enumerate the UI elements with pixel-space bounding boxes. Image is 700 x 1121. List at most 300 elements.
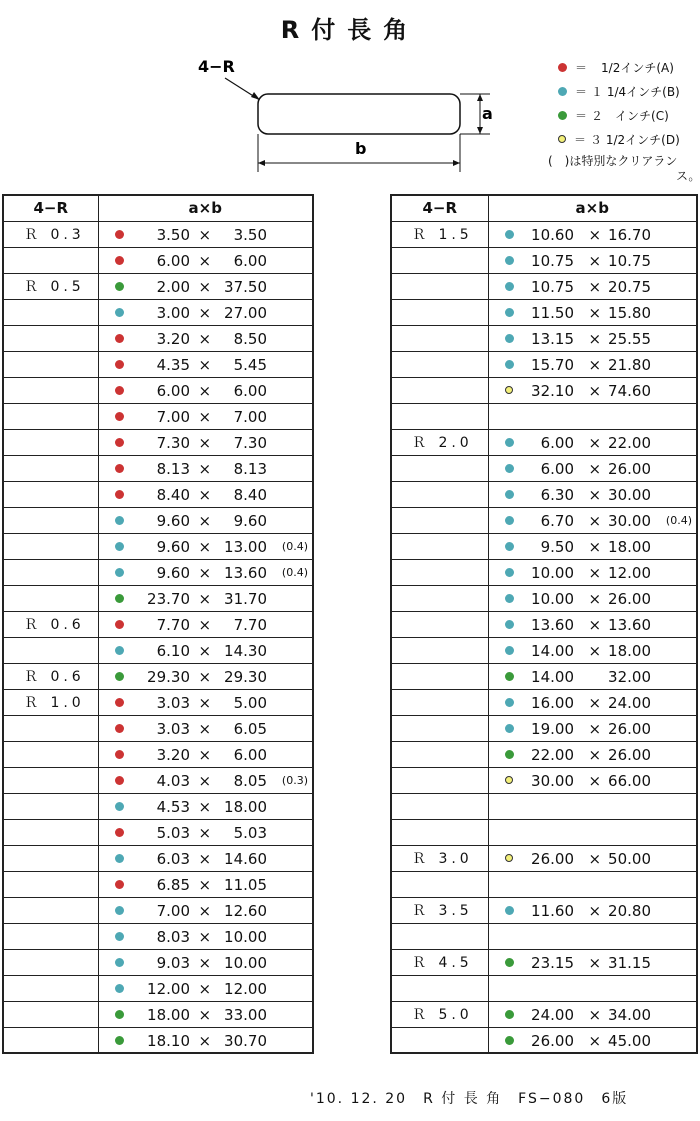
dimension-b: 7.00: [233, 407, 267, 426]
times-sign: ×: [198, 459, 212, 478]
dimension-a: 6.03: [156, 849, 190, 868]
radius-cell: [391, 481, 488, 507]
red-dot-icon: [115, 438, 124, 447]
times-sign: ×: [588, 615, 602, 634]
dimension-b: 22.00: [608, 433, 651, 452]
times-sign: ×: [588, 303, 602, 322]
dimension-a: 26.00: [531, 849, 574, 868]
dimension-b: 5.03: [233, 823, 267, 842]
dimension-cell: [98, 481, 313, 507]
radius-cell: [3, 975, 98, 1001]
header-dimensions: a×b: [98, 195, 313, 221]
teal-dot-icon: [505, 464, 514, 473]
teal-dot-icon: [505, 698, 514, 707]
dimension-b: 37.50: [224, 277, 267, 296]
dimension-cell: [488, 611, 697, 637]
table-row: [3, 663, 313, 689]
radius-cell: [3, 351, 98, 377]
dimension-a: 8.40: [156, 485, 190, 504]
radius-cell: [391, 325, 488, 351]
dimension-b: 6.00: [233, 745, 267, 764]
dimension-cell: [98, 273, 313, 299]
teal-dot-icon: [505, 620, 514, 629]
dimension-cell: [488, 923, 697, 949]
radius-cell: Ｒ 0.6: [3, 611, 98, 637]
dimension-b: 16.70: [608, 225, 651, 244]
times-sign: ×: [588, 1031, 602, 1050]
times-sign: ×: [588, 485, 602, 504]
table-row: [3, 637, 313, 663]
radius-cell: [391, 767, 488, 793]
times-sign: ×: [198, 355, 212, 374]
a-arrow-down: [477, 127, 483, 134]
table-row: [391, 429, 697, 455]
dimension-b: 32.00: [608, 667, 651, 686]
green-dot-icon: [558, 111, 567, 120]
red-dot-icon: [115, 412, 124, 421]
dimension-cell: [98, 247, 313, 273]
times-sign: ×: [198, 537, 212, 556]
table-row: [3, 845, 313, 871]
dimension-cell: [98, 923, 313, 949]
dimension-cell: [488, 299, 697, 325]
dimension-a: 8.13: [156, 459, 190, 478]
radius-cell: Ｒ 0.6: [3, 663, 98, 689]
radius-cell: [391, 403, 488, 429]
dimension-cell: [488, 897, 697, 923]
red-dot-icon: [115, 724, 124, 733]
b-arrow-left: [258, 160, 265, 166]
dimension-cell: [488, 975, 697, 1001]
dimension-a: 23.15: [531, 953, 574, 972]
times-sign: ×: [588, 277, 602, 296]
dimension-cell: [488, 351, 697, 377]
radius-cell: Ｒ 0.5: [3, 273, 98, 299]
table-row: [3, 1027, 313, 1053]
times-sign: ×: [588, 381, 602, 400]
dimension-b: 7.30: [233, 433, 267, 452]
table-header-row: [3, 195, 313, 221]
times-sign: ×: [588, 745, 602, 764]
table-row: [3, 351, 313, 377]
times-sign: ×: [588, 537, 602, 556]
header-dimensions: a×b: [488, 195, 697, 221]
dimension-a: 6.85: [156, 875, 190, 894]
dimension-a: 3.20: [156, 745, 190, 764]
yellow-dot-icon: [505, 854, 513, 862]
rounded-rectangle-shape: [258, 94, 460, 134]
b-arrow-right: [453, 160, 460, 166]
dimension-b: 5.45: [233, 355, 267, 374]
dimension-cell: [98, 845, 313, 871]
table-row: [391, 403, 697, 429]
dimension-cell: [98, 819, 313, 845]
table-row: [3, 611, 313, 637]
red-dot-icon: [115, 256, 124, 265]
dimension-a: 5.03: [156, 823, 190, 842]
table-row: [3, 221, 313, 247]
radius-cell: [3, 1027, 98, 1053]
times-sign: ×: [588, 225, 602, 244]
radius-cell: [391, 819, 488, 845]
legend-text: ２ インチ(C): [591, 108, 669, 123]
dimension-a: 10.75: [531, 251, 574, 270]
dimension-a: 14.00: [531, 667, 574, 686]
table-row: [3, 481, 313, 507]
dimension-b: 8.50: [233, 329, 267, 348]
radius-cell: [3, 897, 98, 923]
teal-dot-icon: [505, 334, 514, 343]
dimension-cell: [488, 637, 697, 663]
dimension-b: 26.00: [608, 459, 651, 478]
times-sign: ×: [198, 771, 212, 790]
radius-cell: [3, 533, 98, 559]
teal-dot-icon: [115, 308, 124, 317]
radius-cell: [3, 377, 98, 403]
red-dot-icon: [115, 750, 124, 759]
table-row: [391, 377, 697, 403]
radius-cell: [3, 1001, 98, 1027]
times-sign: ×: [198, 641, 212, 660]
dimension-b: 45.00: [608, 1031, 651, 1050]
radius-cell: [3, 819, 98, 845]
dimension-cell: [98, 377, 313, 403]
times-sign: ×: [198, 719, 212, 738]
dimension-b: 14.60: [224, 849, 267, 868]
dimension-a: 13.60: [531, 615, 574, 634]
dimension-b: 6.00: [233, 381, 267, 400]
page-title: R付長角: [280, 16, 420, 44]
table-row: [391, 455, 697, 481]
times-sign: ×: [198, 329, 212, 348]
green-dot-icon: [115, 594, 124, 603]
times-sign: ×: [588, 355, 602, 374]
table-row: [391, 611, 697, 637]
table-row: [391, 585, 697, 611]
dimension-cell: [98, 897, 313, 923]
red-dot-icon: [115, 776, 124, 785]
radius-cell: [3, 741, 98, 767]
times-sign: ×: [588, 641, 602, 660]
teal-dot-icon: [115, 802, 124, 811]
legend-item-d: [558, 127, 700, 151]
green-dot-icon: [505, 750, 514, 759]
radius-cell: Ｒ 0.3: [3, 221, 98, 247]
table-row: [3, 403, 313, 429]
radius-cell: [391, 351, 488, 377]
dimension-b: 6.05: [233, 719, 267, 738]
dimension-b: 18.00: [224, 797, 267, 816]
clearance-note-line2: ス。: [676, 169, 700, 183]
dimension-a: 3.20: [156, 329, 190, 348]
times-sign: ×: [588, 771, 602, 790]
table-row: [3, 767, 313, 793]
red-dot-icon: [115, 828, 124, 837]
dimension-cell: [488, 455, 697, 481]
table-row: [391, 325, 697, 351]
dimension-cell: [488, 663, 697, 689]
table-row: [391, 975, 697, 1001]
clearance-note-value: (0.4): [281, 539, 308, 553]
times-sign: ×: [588, 849, 602, 868]
clearance-note: [548, 154, 700, 184]
clearance-note-value: (0.4): [665, 513, 692, 527]
teal-dot-icon: [505, 490, 514, 499]
header-radius: 4−R: [391, 195, 488, 221]
times-sign: ×: [198, 797, 212, 816]
teal-dot-icon: [505, 594, 514, 603]
dimension-b: 30.00: [608, 485, 651, 504]
red-dot-icon: [558, 63, 567, 72]
dimension-a: 3.00: [156, 303, 190, 322]
table-row: [3, 559, 313, 585]
table-row: [3, 325, 313, 351]
dimension-a: 4.35: [156, 355, 190, 374]
dimension-cell: [98, 299, 313, 325]
radius-cell: [391, 975, 488, 1001]
radius-cell: [3, 767, 98, 793]
dimension-cell: [98, 663, 313, 689]
legend-text: １ 1/4インチ(B): [591, 84, 680, 99]
radius-cell: [391, 377, 488, 403]
dimension-b: 5.00: [233, 693, 267, 712]
dimension-a: 6.30: [540, 485, 574, 504]
red-dot-icon: [115, 620, 124, 629]
dimension-cell: [98, 455, 313, 481]
dimension-a: 3.03: [156, 719, 190, 738]
times-sign: ×: [198, 927, 212, 946]
times-sign: ×: [198, 407, 212, 426]
table-row: [391, 637, 697, 663]
radius-cell: [391, 533, 488, 559]
legend-equals: ＝: [575, 84, 588, 99]
color-legend: [558, 55, 700, 151]
teal-dot-icon: [505, 516, 514, 525]
dimension-b: 29.30: [224, 667, 267, 686]
table-row: [391, 533, 697, 559]
table-row: [391, 1027, 697, 1053]
radius-cell: [391, 637, 488, 663]
dimension-cell: [98, 793, 313, 819]
dimension-cell: [98, 559, 313, 585]
radius-cell: [391, 559, 488, 585]
red-dot-icon: [115, 230, 124, 239]
dimension-a: 29.30: [147, 667, 190, 686]
red-dot-icon: [115, 386, 124, 395]
dimension-a: 30.00: [531, 771, 574, 790]
red-dot-icon: [115, 464, 124, 473]
dimension-a: 23.70: [147, 589, 190, 608]
dimension-cell: [488, 325, 697, 351]
dimension-b: 15.80: [608, 303, 651, 322]
dimension-cell: [488, 715, 697, 741]
dimension-cell: [488, 559, 697, 585]
legend-equals: ＝: [575, 108, 588, 123]
table-row: [3, 273, 313, 299]
dimension-cell: [98, 1027, 313, 1053]
dimension-a: 18.00: [147, 1005, 190, 1024]
dimension-cell: [98, 325, 313, 351]
dimension-cell: [98, 585, 313, 611]
table-row: [391, 221, 697, 247]
dimension-b: 8.13: [233, 459, 267, 478]
table-row: [3, 949, 313, 975]
radius-cell: [391, 455, 488, 481]
dimension-cell: [488, 377, 697, 403]
table-row: [391, 663, 697, 689]
green-dot-icon: [505, 958, 514, 967]
dimension-cell: [98, 949, 313, 975]
table-header-row: [391, 195, 697, 221]
radius-cell: [391, 1027, 488, 1053]
times-sign: ×: [588, 953, 602, 972]
dimension-cell: [488, 533, 697, 559]
table-row: [391, 481, 697, 507]
times-sign: ×: [198, 615, 212, 634]
legend-item-b: [558, 79, 700, 103]
times-sign: ×: [198, 979, 212, 998]
times-sign: ×: [588, 719, 602, 738]
teal-dot-icon: [115, 568, 124, 577]
dimension-b: 20.75: [608, 277, 651, 296]
teal-dot-icon: [505, 282, 514, 291]
dimension-cell: [488, 221, 697, 247]
dimension-cell: [488, 585, 697, 611]
dimension-b: 25.55: [608, 329, 651, 348]
yellow-dot-icon: [558, 135, 566, 143]
dimension-b: 27.00: [224, 303, 267, 322]
dimension-cell: [488, 507, 697, 533]
times-sign: ×: [588, 459, 602, 478]
dimension-cell: [488, 793, 697, 819]
dimension-a: 10.00: [531, 563, 574, 582]
table-row: [3, 897, 313, 923]
table-row: [391, 351, 697, 377]
dimension-b: 74.60: [608, 381, 651, 400]
dimension-b: 18.00: [608, 537, 651, 556]
radius-cell: [3, 715, 98, 741]
table-row: [3, 819, 313, 845]
table-row: [391, 897, 697, 923]
dimension-cell: [98, 403, 313, 429]
radius-cell: Ｒ 5.0: [391, 1001, 488, 1027]
dimension-a: 11.50: [531, 303, 574, 322]
dimension-cell: [98, 1001, 313, 1027]
dimension-b: 66.00: [608, 771, 651, 790]
table-row: [3, 377, 313, 403]
dimension-b: 30.00: [608, 511, 651, 530]
legend-text: ３ 1/2インチ(D): [590, 132, 680, 147]
dimension-cell: [98, 871, 313, 897]
times-sign: ×: [198, 823, 212, 842]
dimension-b: 26.00: [608, 745, 651, 764]
yellow-dot-icon: [505, 386, 513, 394]
dimension-b: 31.70: [224, 589, 267, 608]
teal-dot-icon: [505, 230, 514, 239]
times-sign: ×: [588, 433, 602, 452]
teal-dot-icon: [115, 542, 124, 551]
table-row: [391, 273, 697, 299]
dimension-cell: [488, 767, 697, 793]
dimension-b: 12.60: [224, 901, 267, 920]
times-sign: ×: [588, 511, 602, 530]
dimension-b: 26.00: [608, 719, 651, 738]
radius-cell: Ｒ 1.0: [3, 689, 98, 715]
radius-cell: [3, 559, 98, 585]
radius-cell: [3, 299, 98, 325]
radius-cell: [391, 871, 488, 897]
times-sign: ×: [198, 433, 212, 452]
green-dot-icon: [505, 672, 514, 681]
dimension-a: 6.00: [156, 251, 190, 270]
dimension-b: 10.00: [224, 927, 267, 946]
dimension-b: 10.75: [608, 251, 651, 270]
table-row: [391, 871, 697, 897]
table-row: [3, 975, 313, 1001]
times-sign: ×: [198, 589, 212, 608]
legend-text: 1/2インチ(A): [601, 60, 674, 75]
times-sign: ×: [198, 667, 212, 686]
times-sign: ×: [198, 1031, 212, 1050]
dimension-b: 21.80: [608, 355, 651, 374]
dimension-a: 6.00: [156, 381, 190, 400]
table-row: [391, 741, 697, 767]
times-sign: ×: [588, 1005, 602, 1024]
teal-dot-icon: [505, 542, 514, 551]
times-sign: ×: [198, 277, 212, 296]
table-row: [391, 845, 697, 871]
radius-cell: [3, 637, 98, 663]
dimension-cell: [98, 351, 313, 377]
legend-equals: ＝: [574, 132, 587, 147]
radius-cell: [391, 299, 488, 325]
red-dot-icon: [115, 334, 124, 343]
radius-cell: [391, 715, 488, 741]
times-sign: ×: [198, 875, 212, 894]
dimension-cell: [98, 507, 313, 533]
times-sign: ×: [198, 849, 212, 868]
teal-dot-icon: [505, 256, 514, 265]
dimension-a: 10.00: [531, 589, 574, 608]
dimension-b: 13.60: [608, 615, 651, 634]
teal-dot-icon: [505, 906, 514, 915]
dimension-a: 7.70: [156, 615, 190, 634]
red-dot-icon: [115, 880, 124, 889]
legend-equals: ＝: [575, 60, 588, 75]
dimension-a: 8.03: [156, 927, 190, 946]
dimension-b: 14.30: [224, 641, 267, 660]
dimension-b: 20.80: [608, 901, 651, 920]
left-size-table: [2, 194, 314, 1054]
table-row: [391, 923, 697, 949]
dimension-a: 4.53: [156, 797, 190, 816]
table-row: [391, 949, 697, 975]
dimension-cell: [98, 715, 313, 741]
dimension-a: 16.00: [531, 693, 574, 712]
times-sign: ×: [198, 251, 212, 270]
a-dimension-label: a: [482, 104, 493, 123]
radius-cell: [391, 793, 488, 819]
radius-cell: [391, 663, 488, 689]
yellow-dot-icon: [505, 776, 513, 784]
dimension-cell: [488, 741, 697, 767]
dimension-cell: [98, 533, 313, 559]
radius-cell: [3, 455, 98, 481]
green-dot-icon: [505, 1010, 514, 1019]
dimension-a: 26.00: [531, 1031, 574, 1050]
dimension-b: 13.60: [224, 563, 267, 582]
dimension-a: 11.60: [531, 901, 574, 920]
